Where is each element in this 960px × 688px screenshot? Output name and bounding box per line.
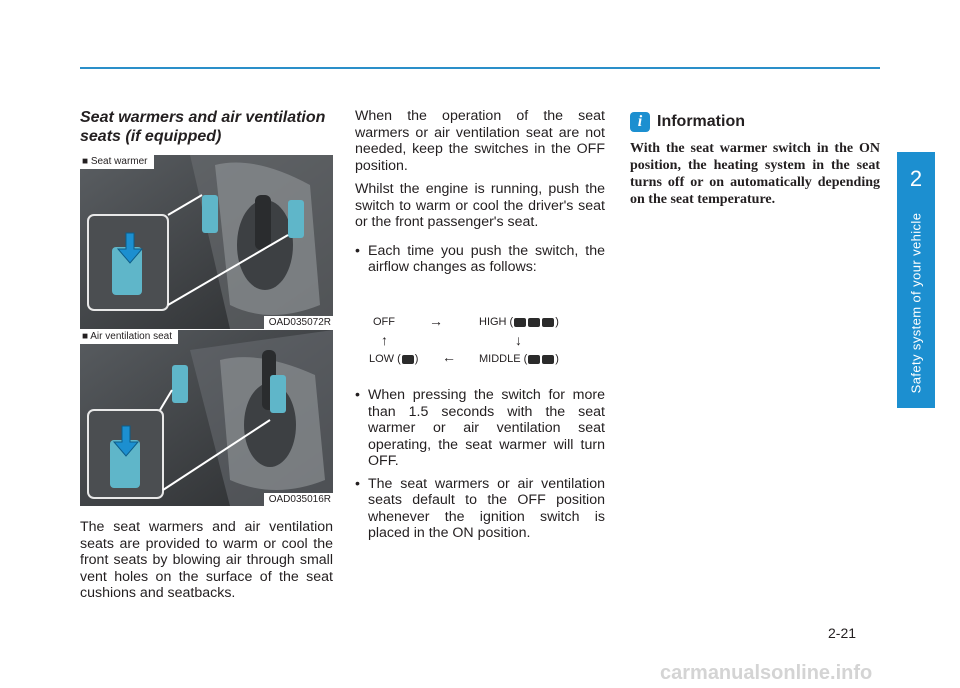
paragraph-push-switch: Whilst the engine is running, push the switch to warm or cool the driver's seat or the front passenger's seat. bbox=[355, 181, 605, 230]
bullet-text: When pressing the switch for more than 1.5 seconds with the seat warmer or air ventilation seat operating, the seat warmer will turn OFF. bbox=[368, 387, 605, 469]
seat-level-icon bbox=[514, 318, 526, 327]
flow-close: ) bbox=[414, 353, 419, 365]
seat-level-icon bbox=[528, 355, 540, 364]
flow-middle bbox=[479, 353, 559, 365]
bullet-text: The seat warmers or air ventilation seats default to the OFF position whenever the ignition switch is placed in the ON position. bbox=[368, 475, 605, 541]
bullet-text: Each time you push the switch, the airflow changes as follows: bbox=[368, 242, 605, 275]
bullet-default-off bbox=[355, 476, 605, 542]
flow-low-label: LOW ( bbox=[369, 353, 401, 365]
figure-label: ■ Seat warmer bbox=[80, 155, 154, 169]
seat-level-icon bbox=[542, 355, 554, 364]
bullet-dot: • bbox=[355, 242, 360, 259]
information-text: With the seat warmer switch in the ON position, the heating system in the seat turns off or on automatically depending on the seat temperature. bbox=[630, 141, 880, 207]
bullet-airflow bbox=[355, 243, 605, 276]
flow-close: ) bbox=[555, 316, 559, 328]
bullet-long-press bbox=[355, 387, 605, 470]
information-icon: i bbox=[630, 112, 650, 132]
paragraph-off-position: When the operation of the seat warmers or air ventilation seat are not needed, keep the switches in the OFF position. bbox=[355, 108, 605, 174]
bullet-dot: • bbox=[355, 475, 360, 492]
flow-high-label: HIGH ( bbox=[479, 316, 514, 328]
seat-level-icon bbox=[528, 318, 540, 327]
flow-close: ) bbox=[555, 353, 559, 365]
figure-code: OAD035072R bbox=[264, 316, 333, 329]
bullet-list bbox=[355, 387, 605, 548]
page-number: 2-21 bbox=[828, 625, 857, 641]
header-rule bbox=[80, 67, 880, 69]
chapter-title-wrap bbox=[897, 207, 935, 399]
seat-level-icon bbox=[542, 318, 554, 327]
flow-middle-label: MIDDLE ( bbox=[479, 353, 528, 365]
flow-high bbox=[479, 316, 559, 328]
chapter-number: 2 bbox=[909, 166, 923, 191]
intro-paragraph: The seat warmers and air ventilation seats are provided to warm or cool the front seats by blowing air through small vent holes on the surface of the seat cushions and seatbacks. bbox=[80, 519, 333, 601]
flow-low bbox=[369, 353, 418, 365]
figure-air-ventilation bbox=[80, 330, 333, 506]
flow-arrow-down: ↓ bbox=[515, 332, 522, 348]
flow-arrow-up: ↑ bbox=[381, 332, 388, 348]
airflow-diagram bbox=[355, 312, 605, 372]
chapter-tab[interactable] bbox=[897, 152, 935, 408]
figure-label: ■ Air ventilation seat bbox=[80, 330, 178, 344]
air-ventilation-illustration bbox=[80, 330, 333, 506]
flow-arrow-left: ← bbox=[442, 349, 456, 365]
seat-level-icon bbox=[402, 355, 414, 364]
information-header bbox=[630, 112, 880, 132]
column-middle bbox=[355, 108, 605, 276]
watermark: carmanualsonline.info bbox=[660, 662, 873, 684]
information-box bbox=[630, 112, 880, 208]
figure-seat-warmer bbox=[80, 155, 333, 329]
flow-off: OFF bbox=[373, 316, 395, 328]
column-left bbox=[80, 108, 333, 146]
figure-code: OAD035016R bbox=[264, 493, 333, 506]
section-title: Seat warmers and air ventilation seats (if equipped) bbox=[80, 109, 326, 145]
chapter-title: Safety system of your vehicle bbox=[908, 212, 924, 394]
bullet-dot: • bbox=[355, 387, 360, 403]
information-title: Information bbox=[657, 113, 745, 130]
seat-warmer-illustration bbox=[80, 155, 333, 329]
flow-arrow-right: → bbox=[429, 313, 443, 329]
